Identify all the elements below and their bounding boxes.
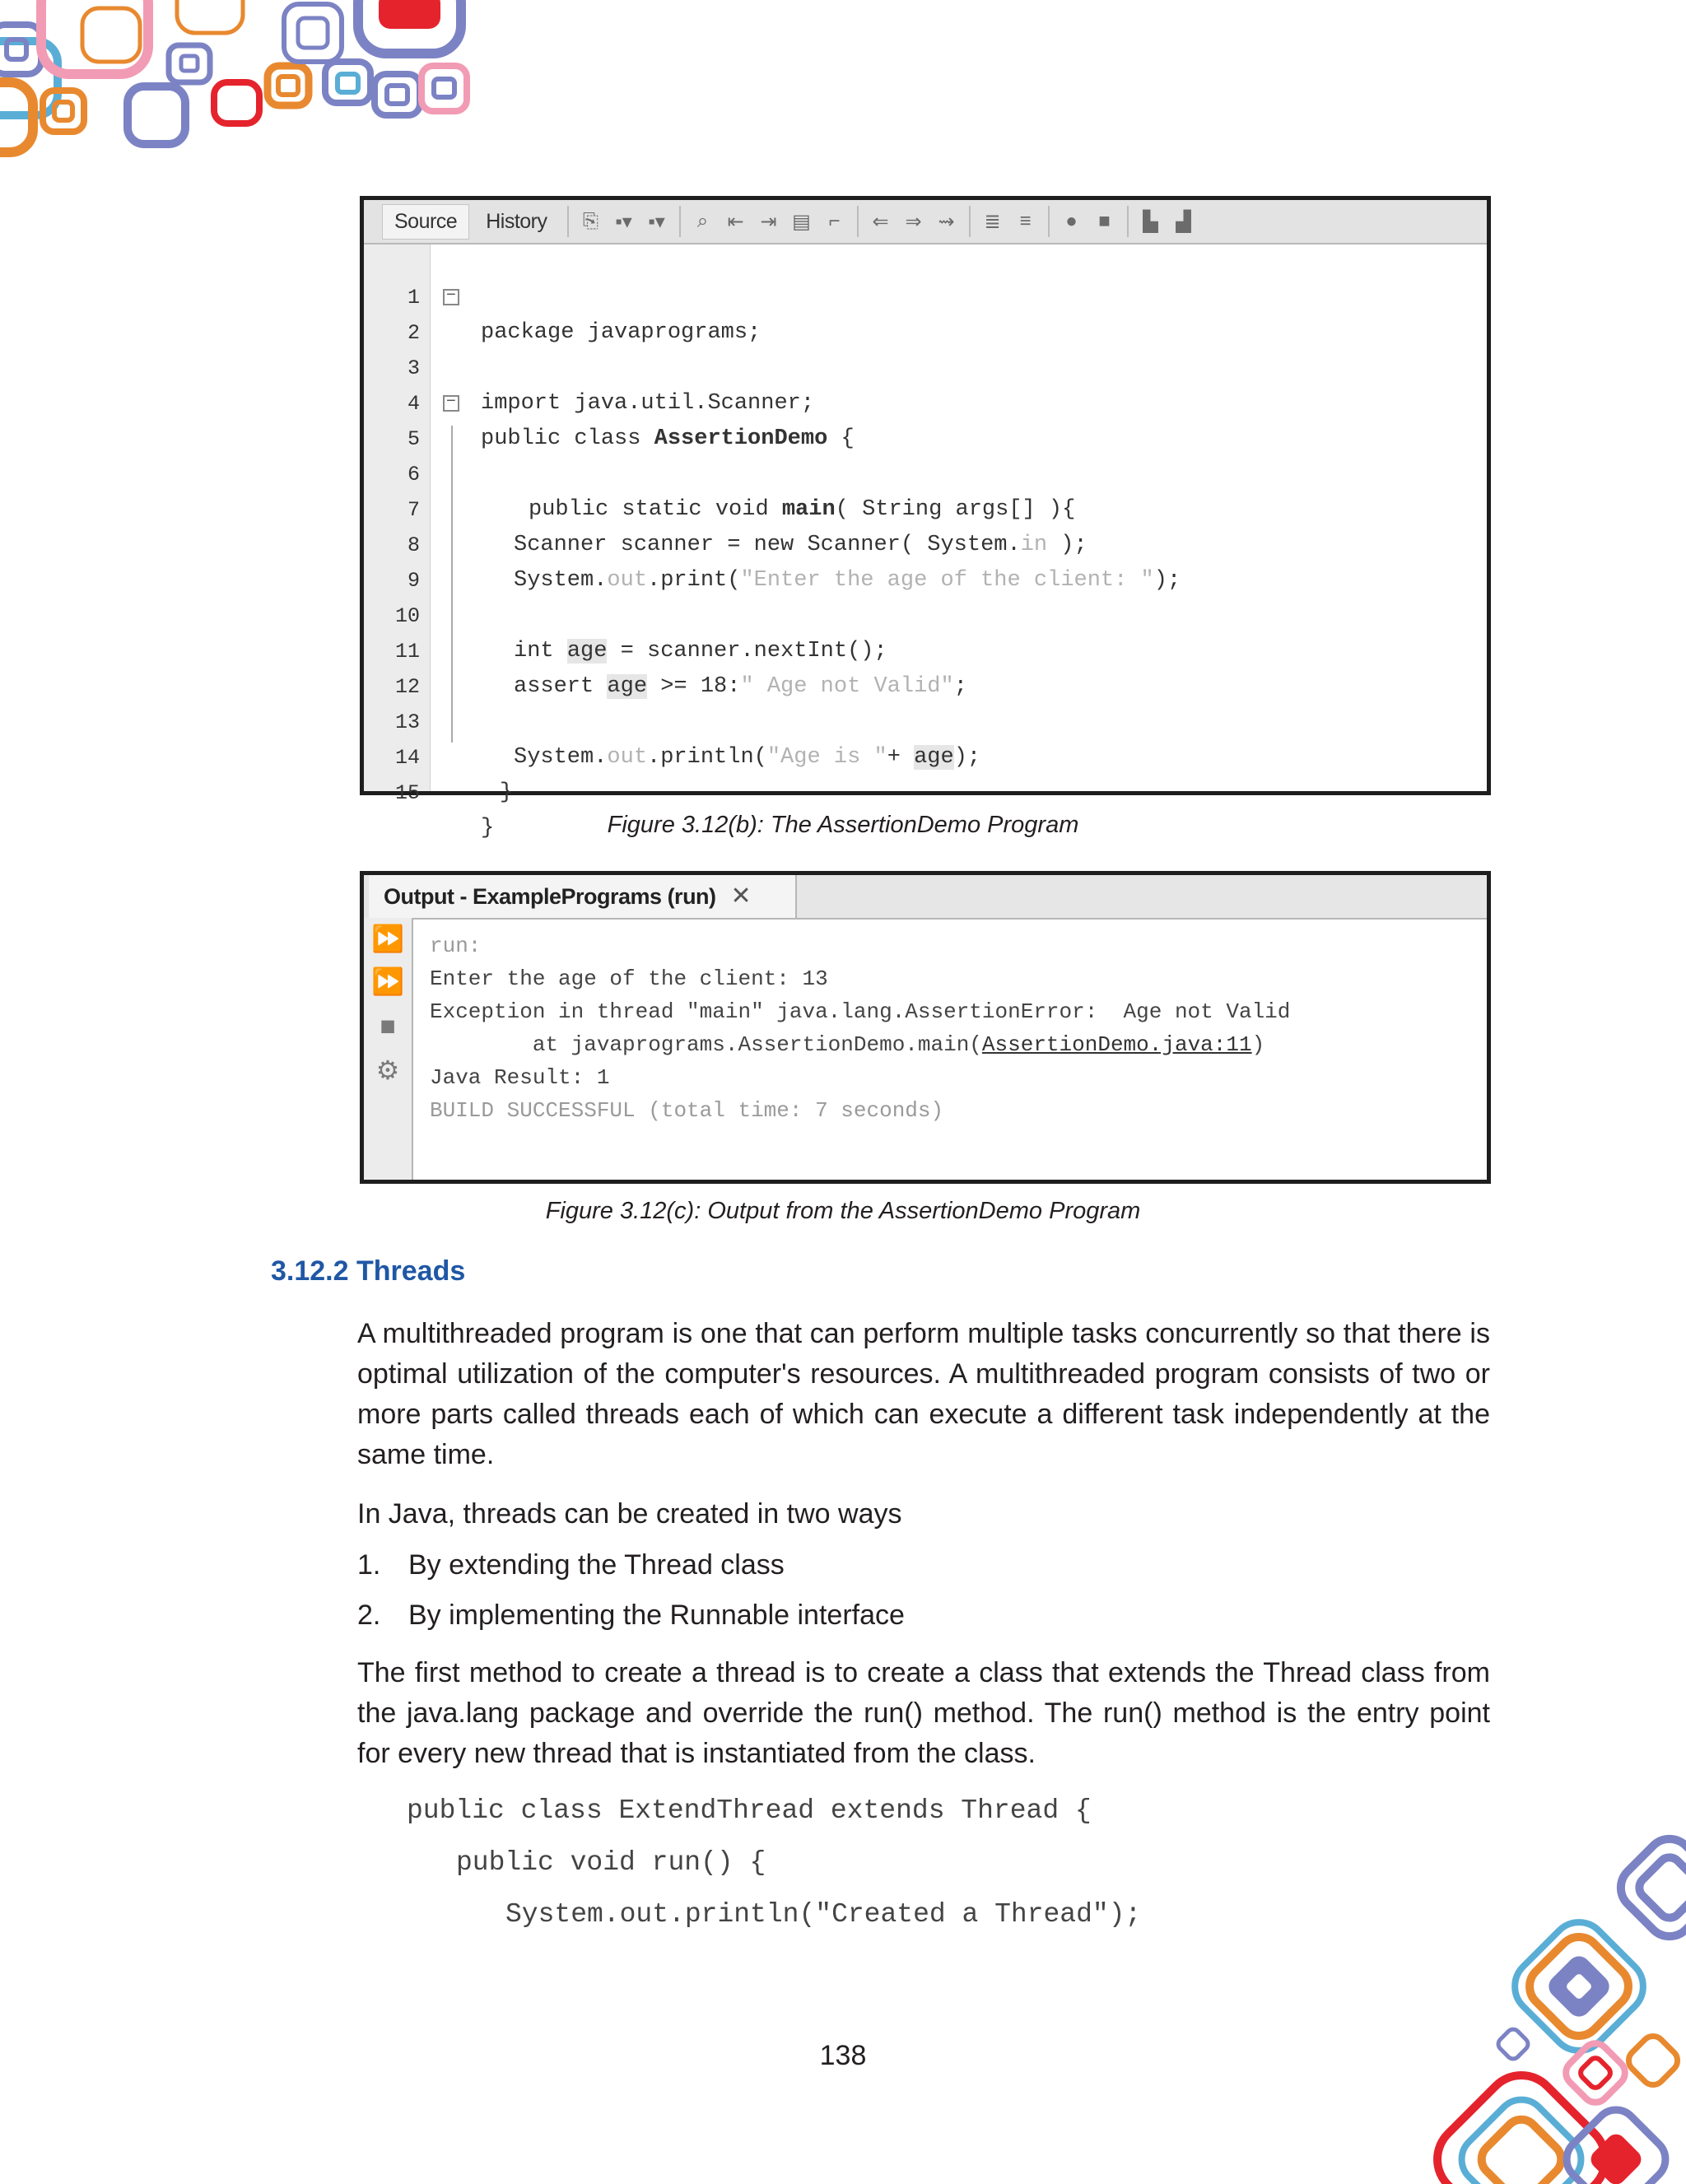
stacktrace-prefix: at javaprograms.AssertionDemo.main( xyxy=(430,1032,982,1057)
start-macro-icon[interactable]: ≡ xyxy=(1019,210,1032,232)
code-snippet-line: System.out.println("Created a Thread"); xyxy=(505,1899,1142,1930)
line-number: 15 xyxy=(394,781,420,805)
find-next-icon[interactable]: ⇥ xyxy=(760,210,777,233)
output-tab-bar xyxy=(364,875,1487,920)
line-number: 12 xyxy=(394,675,420,699)
tab-history[interactable]: History xyxy=(486,209,547,233)
find-icon[interactable]: ⌕ xyxy=(696,210,709,232)
code-token: >= 18: xyxy=(647,674,741,699)
code-token: ); xyxy=(953,745,981,770)
run-test-icon[interactable]: ▙ xyxy=(1143,210,1158,233)
rerun-icon[interactable]: ⏩ xyxy=(371,924,404,953)
comment-icon[interactable]: ⇝ xyxy=(938,210,955,233)
list-item xyxy=(357,1545,785,1586)
output-sidebar xyxy=(364,918,413,1180)
corner-decoration-top-left xyxy=(0,0,477,165)
code-token: ); xyxy=(1153,568,1181,593)
code-text: } xyxy=(481,816,495,841)
back-icon[interactable]: ▪▾ xyxy=(615,210,632,233)
code-token: ); xyxy=(1047,533,1088,557)
variable-token: age xyxy=(914,745,954,770)
stacktrace-suffix: ) xyxy=(1251,1032,1265,1057)
line-number: 10 xyxy=(394,604,420,628)
class-name-token: AssertionDemo xyxy=(654,426,828,451)
line-number: 3 xyxy=(407,356,420,380)
figure-caption: Figure 3.12(c): Output from the AssertionDemo Program xyxy=(545,1198,1141,1224)
toolbar-separator xyxy=(857,206,859,237)
line-number: 9 xyxy=(407,569,420,593)
code-text: package javaprograms; xyxy=(481,320,761,345)
tab-source[interactable]: Source xyxy=(382,204,469,240)
record-icon[interactable]: ● xyxy=(1065,210,1078,232)
code-token: .print( xyxy=(647,568,741,593)
list-text: By implementing the Runnable interface xyxy=(408,1600,905,1631)
variable-token: age xyxy=(566,639,608,664)
code-token: + xyxy=(887,745,915,770)
code-token: { xyxy=(827,426,855,451)
code-text: } xyxy=(500,780,514,805)
paragraph: In Java, threads can be created in two ways xyxy=(357,1498,902,1530)
code-token: ( String args[] ){ xyxy=(835,497,1076,522)
output-line-stacktrace xyxy=(430,1028,1264,1061)
uncomment-icon[interactable]: ≣ xyxy=(984,210,1001,233)
string-token: "Enter the age of the client: " xyxy=(740,568,1154,593)
output-line: run: xyxy=(430,934,482,958)
line-number: 2 xyxy=(407,321,420,345)
code-line xyxy=(364,421,1487,487)
settings-icon[interactable]: ⚙ xyxy=(375,1055,400,1085)
output-tab[interactable] xyxy=(369,875,797,918)
code-token: System. xyxy=(514,568,608,593)
toolbar-separator xyxy=(969,206,971,237)
paragraph: A multithreaded program is one that can perform multiple tasks concurrently so that there is optimal utilization of the computer's resources. A multithreaded program consists of two or more parts called threads each of which can execute a different task independently at the same time. xyxy=(357,1318,1490,1470)
line-number: 14 xyxy=(394,746,420,770)
output-line: Java Result: 1 xyxy=(430,1065,610,1090)
string-token: "Age is " xyxy=(766,745,887,770)
code-snippet-line: public class ExtendThread extends Thread { xyxy=(407,1795,1092,1826)
line-number: 1 xyxy=(407,286,420,310)
list-number: 1. xyxy=(357,1549,381,1581)
code-token: public static void xyxy=(529,497,782,522)
line-number: 8 xyxy=(407,533,420,557)
variable-token: age xyxy=(607,674,648,699)
list-number: 2. xyxy=(357,1600,381,1631)
field-token: in xyxy=(1020,533,1048,557)
toolbar-separator xyxy=(1048,206,1050,237)
code-token: System. xyxy=(514,745,608,770)
section-heading: 3.12.2 Threads xyxy=(271,1255,466,1287)
code-text: import java.util.Scanner; xyxy=(481,391,815,416)
code-token: public class xyxy=(481,426,654,451)
toggle-rectangular-icon[interactable]: ⌐ xyxy=(828,210,841,232)
toolbar-separator xyxy=(1127,206,1129,237)
page-number: 138 xyxy=(819,2040,867,2071)
line-number: 13 xyxy=(394,710,420,734)
method-name-token: main xyxy=(781,497,836,522)
find-previous-icon[interactable]: ⇤ xyxy=(727,210,744,233)
paragraph: The first method to create a thread is to create a class that extends the Thread class from the java.lang package and override the run() method. The run() method is the entry point for every new thread that is instantiated from the class. xyxy=(357,1657,1490,1769)
line-number: 11 xyxy=(394,640,420,664)
list-text: By extending the Thread class xyxy=(408,1549,785,1581)
string-token: " Age not Valid" xyxy=(740,674,954,699)
output-window xyxy=(360,871,1491,1184)
source-link[interactable]: AssertionDemo.java:11 xyxy=(981,1032,1252,1057)
rerun-with-params-icon[interactable]: ⏩ xyxy=(371,966,404,996)
corner-decoration-bottom-right xyxy=(1357,1789,1686,2184)
output-line: Enter the age of the client: 13 xyxy=(430,966,828,991)
toolbar-separator xyxy=(679,206,681,237)
code-token: = scanner.nextInt(); xyxy=(607,639,887,664)
editor-toolbar xyxy=(364,200,1487,244)
code-snippet-line: public void run() { xyxy=(456,1847,766,1878)
stop-macro-icon[interactable]: ■ xyxy=(1098,210,1111,232)
list-item xyxy=(357,1595,905,1636)
line-number: 6 xyxy=(407,463,420,487)
code-line xyxy=(364,315,1487,380)
history-nav-icon[interactable]: ⎘ xyxy=(582,210,599,232)
line-number: 5 xyxy=(407,427,420,451)
line-number: 7 xyxy=(407,498,420,522)
code-token: int xyxy=(514,639,567,664)
output-line-error: Exception in thread "main" java.lang.AssertionError: Age not Valid xyxy=(430,999,1291,1024)
graph-icon[interactable]: ▟ xyxy=(1176,210,1191,233)
output-line: BUILD SUCCESSFUL (total time: 7 seconds) xyxy=(430,1098,944,1123)
stop-icon[interactable]: ■ xyxy=(380,1010,396,1041)
shift-right-icon[interactable]: ⇒ xyxy=(905,210,922,233)
toolbar-separator xyxy=(567,206,569,237)
figure-caption: Figure 3.12(b): The AssertionDemo Program xyxy=(607,812,1079,838)
field-token: out xyxy=(607,568,648,593)
code-line xyxy=(364,244,1487,345)
forward-icon[interactable]: ▪▾ xyxy=(648,210,665,233)
code-token: assert xyxy=(514,674,608,699)
code-token: ; xyxy=(953,674,967,699)
field-token: out xyxy=(607,745,648,770)
fold-toggle-icon[interactable]: − xyxy=(443,289,459,305)
output-tab-title: Output - ExamplePrograms (run) xyxy=(384,883,716,909)
code-token: .println( xyxy=(647,745,767,770)
shift-left-icon[interactable]: ⇐ xyxy=(872,210,889,233)
fold-toggle-icon[interactable]: − xyxy=(443,395,459,412)
toggle-highlight-icon[interactable]: ▤ xyxy=(792,210,811,233)
code-token: Scanner scanner = new Scanner( System. xyxy=(514,533,1021,557)
close-icon[interactable]: ✕ xyxy=(730,882,752,910)
line-number: 4 xyxy=(407,392,420,416)
